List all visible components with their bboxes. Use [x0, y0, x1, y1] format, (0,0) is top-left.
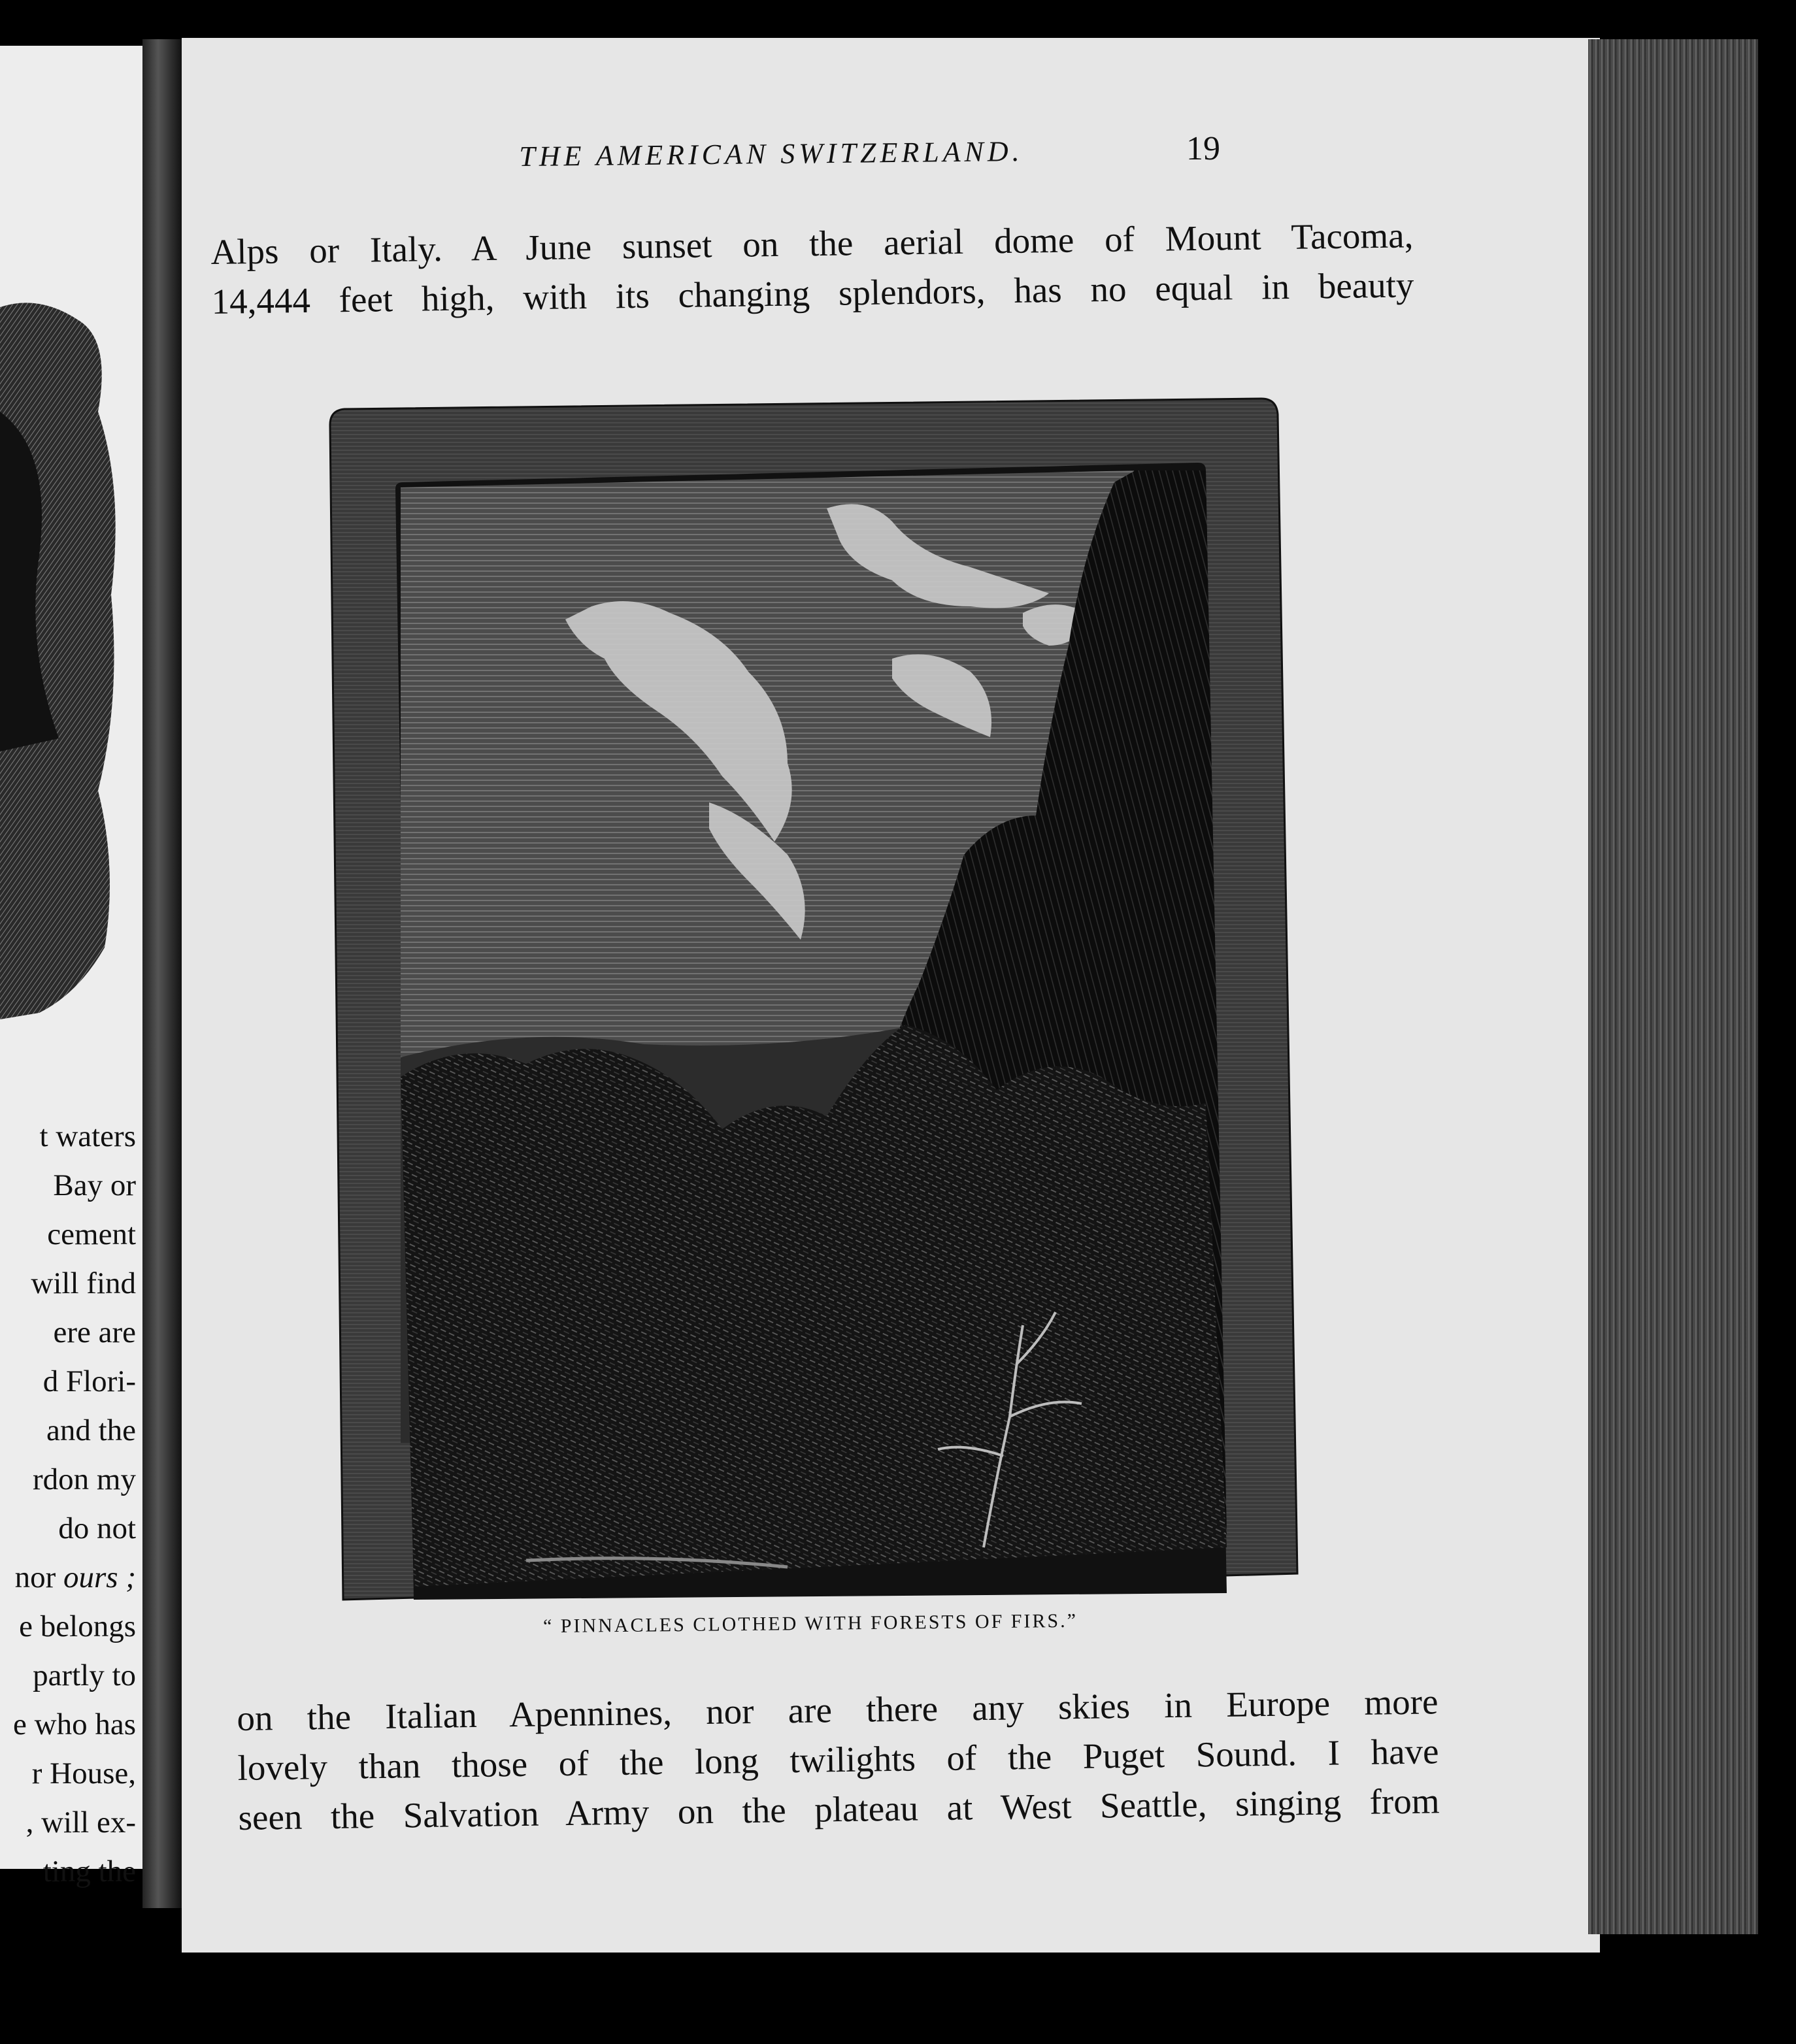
bottom-paragraph — [237, 1677, 1440, 1843]
previous-page-line: e who has — [13, 1707, 136, 1741]
previous-page-line: will find — [31, 1266, 136, 1300]
top-paragraph — [210, 210, 1414, 327]
illustration-caption: “ PINNACLES CLOTHED WITH FORESTS OF FIRS.” — [542, 1609, 1078, 1638]
text-line: lovely than those of the long twilights of the Puget Sound. I have — [237, 1731, 1439, 1788]
previous-page-line: , will ex- — [25, 1805, 136, 1839]
previous-page-line: cement — [47, 1217, 136, 1251]
previous-page-line: e belongs — [19, 1609, 136, 1643]
page-edges — [1588, 39, 1758, 1934]
page-number: 19 — [1186, 130, 1220, 167]
previous-page-line: r House, — [31, 1756, 136, 1790]
previous-page-engraving — [0, 281, 124, 1026]
previous-page-line: ting the — [42, 1854, 136, 1888]
text-line: Alps or Italy. A June sunset on the aerial dome of Mount Tacoma, — [210, 215, 1414, 272]
running-head: THE AMERICAN SWITZERLAND. — [519, 135, 1023, 173]
previous-page-line: rdon my — [33, 1462, 136, 1496]
previous-page-line: Bay or — [53, 1168, 136, 1202]
text-line: on the Italian Apennines, nor are there any skies in Europe more — [237, 1681, 1438, 1738]
previous-page-line: partly to — [33, 1658, 136, 1692]
previous-page-line: do not — [58, 1511, 136, 1545]
previous-page-line: t waters — [39, 1119, 136, 1153]
text-line: seen the Salvation Army on the plateau at West Seattle, singing from — [238, 1781, 1440, 1838]
previous-page-line: nor ours ; — [14, 1560, 136, 1594]
engraving-mountain-forest-icon — [330, 397, 1297, 1600]
previous-page — [0, 46, 142, 1888]
book-gutter — [142, 39, 182, 1908]
previous-page-text — [0, 1112, 136, 1896]
previous-page-line: ere are — [53, 1315, 136, 1349]
illustration-plate — [330, 397, 1297, 1600]
text-line: 14,444 feet high, with its changing splendors, has no equal in beauty — [211, 265, 1414, 321]
previous-page-line: d Flori- — [42, 1364, 136, 1398]
previous-page-line: and the — [46, 1413, 136, 1447]
